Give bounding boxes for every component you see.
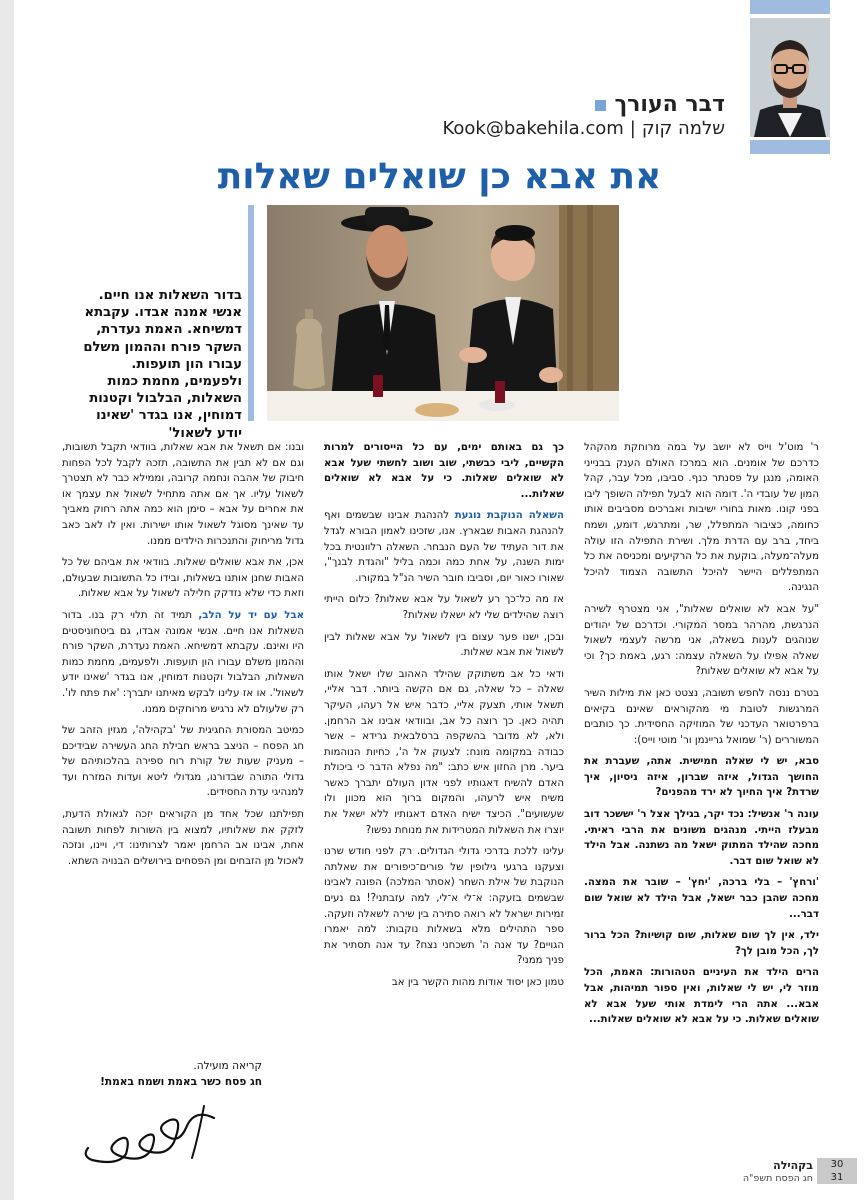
paragraph [324, 844, 564, 969]
author-name: שלמה קוק [641, 118, 725, 139]
main-photo [267, 205, 619, 421]
byline-separator: | [629, 118, 636, 139]
section-square-icon [595, 100, 606, 111]
paragraph-text: כמיטב המסורת החגיגית של 'בקהילה', מגזין הזהב של חג הפסח – הניצב בראש חבילת החג העשירה שבידיכם – מעניק שעות של קורת רוח ספירה בהלכותיהם של גדולי התורה שבדורנו, מגדולי ליטא ועדות המזרח ועד למנהיגי עדת החסידים. [62, 725, 304, 799]
section-title [595, 92, 725, 117]
paragraph-text: "על אבא לא שואלים שאלות", אני מצטרף לשירה הנרגשת, מהרהר במסר המקורי. וכדרכם של יהודים שנוהגים לענות בשאלה, אני מרשה לעצמי לשאול שאלה אפילו על השאלה עצמה: רגע, באמת כך? וכי על אבא לא שואלים שאלות? [584, 603, 819, 678]
paragraph [324, 630, 564, 661]
editor-photo-bottom-bar [750, 140, 830, 154]
signoff [78, 1058, 262, 1090]
author-email[interactable]: Kook@bakehila.com [442, 118, 624, 139]
paragraph-text: תפילתנו שכל אחד מן הקוראים יזכה לגאולת הדעת, לזקק את שאלותיו, למצוא בין השורות לפחות תשובה אחת, אבינו אב הרחמן יאמר לצרותינו: די, ויינו, ונזכה לאכול מן הזבחים ומן הפסחים בירושלים הבנויה השתא. [62, 809, 304, 867]
paragraph [62, 440, 304, 549]
paragraph [584, 965, 819, 1027]
article-column-middle [324, 440, 564, 997]
paragraph [324, 440, 564, 502]
paragraph [62, 555, 304, 602]
handwritten-signature [74, 1098, 224, 1168]
paragraph [324, 508, 564, 586]
paragraph-text: להנהגת אבינו שבשמים ואף להנהגת האבות שבארץ. אנו, שזכינו לאמון הבורא לגדל את דור העתיד של העם הנבחר. השאלה רלוונטית בכל ימות השנה, על אחת כמה וכמה בליל "והגדת לבנך", שאורו כאור יום, וסביבו חובר השיר הנ"ל במקורו. [324, 510, 564, 584]
paragraph [584, 807, 819, 869]
footer-magazine-name: בקהילה [773, 1159, 813, 1172]
paragraph [584, 440, 819, 596]
article-column-left [62, 440, 304, 875]
paragraph-text: בטרם ננסה לחפש תשובה, נצטט כאן את מילות השיר המרגשות לטובת מי מהקוראים שאינם בקיאים ברפרטואר העדכני של המוזיקה החסידית. כך כותבים המשוררים (ר' שמואל גריינמן ור' מוטי וייס): [584, 687, 819, 746]
page-numbers [817, 1158, 857, 1184]
paragraph [584, 928, 819, 959]
paragraph [584, 754, 819, 801]
byline [443, 118, 726, 139]
paragraph-text: הרים הילד את העיניים הטהורות: האמת, הכל מוזר לי, יש לי שאלות, ואין ספור תמיהות, אבל אבא... אתה הרי לימדת אותי שעל אבא לא שואלים שאלות. כי על אבא לא שואלים שאלות... [584, 967, 819, 1026]
paragraph [584, 686, 819, 748]
paragraph-text: ודאי כל אב משתוקק שהילד האהוב שלו ישאל אותו שאלה – כל שאלה, גם אם הקשה ביותר. דבר אליי, תשאל אותי, תצעק אליי, כדבר איש אל רעהו, העיקר תהיה כאן. כך רוצה כל אב, ובוודאי אבינו אב הרחמן. ולא, לא מדובר בהשקפה ברסלבאית גרידא – אשר כבודה במקומה מונח: לצעוק אל ה', כחיות הנוהמות ביער. מרן החזון איש כתב: "מה נפלא הדבר כי ביכולת האדם להשיח דאגותיו לפני אדון העולם יתברך כאשר משיח איש לרעהו, והמקום ברוך הוא מכוון ולו שעשועים". הכיצד ישיח האדם דאגותיו ללא ישאל את יוצרו את השאלות המטרידות את מנוחת נפשו? [324, 668, 564, 836]
paragraph-text: אכן, את אבא שואלים שאלות. בוודאי את אביהם של כל האבות שחנן אותנו בשאלות, ובידו כל התשובות שבעולם, וזאת כדי שלא נזדקק חלילה לשאול על אבא שאלות. [62, 557, 304, 600]
paragraph-text: כך גם באותם ימים, עם כל הייסורים למרות הקשיים, ליבי כבשתי, שוב ושוב לחשתי שעל אבא לא שואלים שאלות. כי על אבא לא שואלים שאלות... [324, 442, 564, 500]
paragraph-text: אז מה כל־כך רע לשאול על אבא שאלות? כלום הייתי רוצה שהילדים שלי לא ישאלו שאלות? [324, 594, 564, 621]
signoff-line1: קריאה מועילה. [193, 1060, 262, 1072]
pullquote-rule [248, 205, 254, 421]
section-title-text: דבר העורך [614, 92, 725, 117]
paragraph-text: עלינו ללכת בדרכי גדולי הגדולים. רק לפני חודש שרנו וצעקנו ברגעי גילופין של פורים־כיפורים את שאלתה הנוקבת של אילת השחר (אסתר המלכה) הפונה לאבינו שבשמים בזעקה: א־לי א־לי, למה עזבתני?! גם נעים זמירות ישראל לא רואה סתירה בין שירה לשאלה וזעקה. ספר התהילים מלא בשאלות נוקבות: למה יאמרו הגויים? עד אנה ה' תשכחני נצח? עד אנה תסתיר את פניך ממני? [324, 846, 564, 967]
paragraph-text: סבא, יש לי שאלה חמישית. אתה, שעברת את החושך הגדול, איזה שברון, איזה ניסיון, איך שרדת? איך החיוך לא ירד מהפנים? [584, 756, 819, 799]
page-number-right: 31 [830, 1172, 844, 1183]
paragraph-text: עונה ר' אנשיל: נכד יקר, בגילך אצל ר' יששכר דוב מבעלז הייתי. מנהגים משונים את הרבי ראיתי. מחכה שהילד המתוק ישאל מה נשתנה. אבל הילד לא שואל שום דבר. [584, 809, 819, 867]
headline: את אבא כן שואלים שאלות [217, 156, 662, 197]
editor-portrait [750, 18, 830, 137]
footer-issue: חג הפסח תשפ"ה [742, 1173, 813, 1184]
paragraph [584, 875, 819, 922]
paragraph-text: ובנו: אם תשאל את אבא שאלות, בוודאי תקבל תשובות, וגם אם לא תבין את התשובה, תזכה לקבל לכל הפחות חיבוק של אהבה ונחמה קרובה, וממילא כבר לא תצטרך לשאול עליו. אך אם אתה מתחיל לשאול את עצמך או את אחרים על אבא – סימן הוא כמה אתה רחוק מאביך עד שאינך מסוגל לשאול אותו ישירות. ואין לו לאב כאב גדול מריחוק והתנכרות הילדים ממנו. [62, 442, 304, 547]
pullquote: בדור השאלות אנו חיים. אנשי אמנה אבדו. עקבתא דמשיחא. האמת נעדרת, השקר פורח וההמון משלם עבורו הון תועפות. ולפעמים, מחמת כמות השאלות, הבלבול וקטנות דמוחין, אנו בגדר 'שאינו יודע לשאול' [83, 288, 242, 441]
magazine-page [14, 0, 865, 1200]
top-accent-bar [750, 0, 830, 14]
paragraph [62, 807, 304, 869]
paragraph-text: טמון כאן יסוד אודות מהות הקשר בין אב [391, 977, 564, 988]
footer-magazine [743, 1159, 813, 1185]
paragraph [62, 608, 304, 717]
paragraph [62, 723, 304, 801]
paragraph [324, 975, 564, 991]
paragraph [324, 592, 564, 623]
paragraph-text: ילד, אין לך שום שאלות, שום קושיות? הכל ברור לך, הכל מובן לך? [584, 930, 819, 957]
page-number-left: 30 [830, 1159, 844, 1170]
paragraph-text: תמיד זה תלוי רק בנו. בדור השאלות אנו חיים. אנשי אמונה אבדו, גם ביטחוניסטים היו ואינם. עקבתא דמשיחא. האמת נעדרת, השקר פורח וההמון משלם עבורו הון תועפות. ולפעמים, מחמת כמות השאלות, הבלבול וקטנות דמוחין, אנו בגדר 'שאינו יודע לשאול'. או אז עלינו לבקש מאיתנו יתברך: 'את פתח לו'. רק שלעולם לא נרגיש מרוחקים ממנו. [62, 609, 304, 715]
paragraph-text: 'ורחץ' – בלי ברכה, 'יחץ' – שובר את המצה. מחכה שהבן כבר ישאל, אבל הילד לא שואל שום דבר... [584, 877, 819, 920]
paragraph [324, 667, 564, 839]
paragraph-lead: אבל עם יד על הלב, [198, 609, 304, 621]
signoff-line2: חג פסח כשר באמת ושמח באמת! [100, 1076, 262, 1088]
paragraph-text: ר' מוט'ל וייס לא יושב על במה מרוחקת מהקהל כדרכם של אומנים. הוא במרכז האולם הענק בבנייני האומה, מנגן על פסנתר כנף. סביבו, מכל עבר, קהל המון של עובדי ה'. דומה הוא לבעל תפילה השופך ליבו בפני קונו. מאות בחורי ישיבות ואברכים מסביבים אותו כחומה, כציבור המתפלל, שר, ומתרגש, דומע, ושמח ביחד, ברב עם הדרת מלך. ושירת התפילה הזו עולה מעלה־מעלה, בוקעת את כל הרקיעים ומכניסה את כל המתפללים היישר להיכל התשובה הצמוד להיכל הנגינה. [584, 442, 819, 594]
paragraph-lead: השאלה הנוקבת נוגעת [454, 510, 564, 522]
article-column-right [584, 440, 819, 1034]
paragraph [584, 602, 819, 680]
paragraph-text: ובכן, ישנו פער עצום בין לשאול על אבא שאלות לבין לשאול את אבא שאלות. [324, 631, 564, 659]
